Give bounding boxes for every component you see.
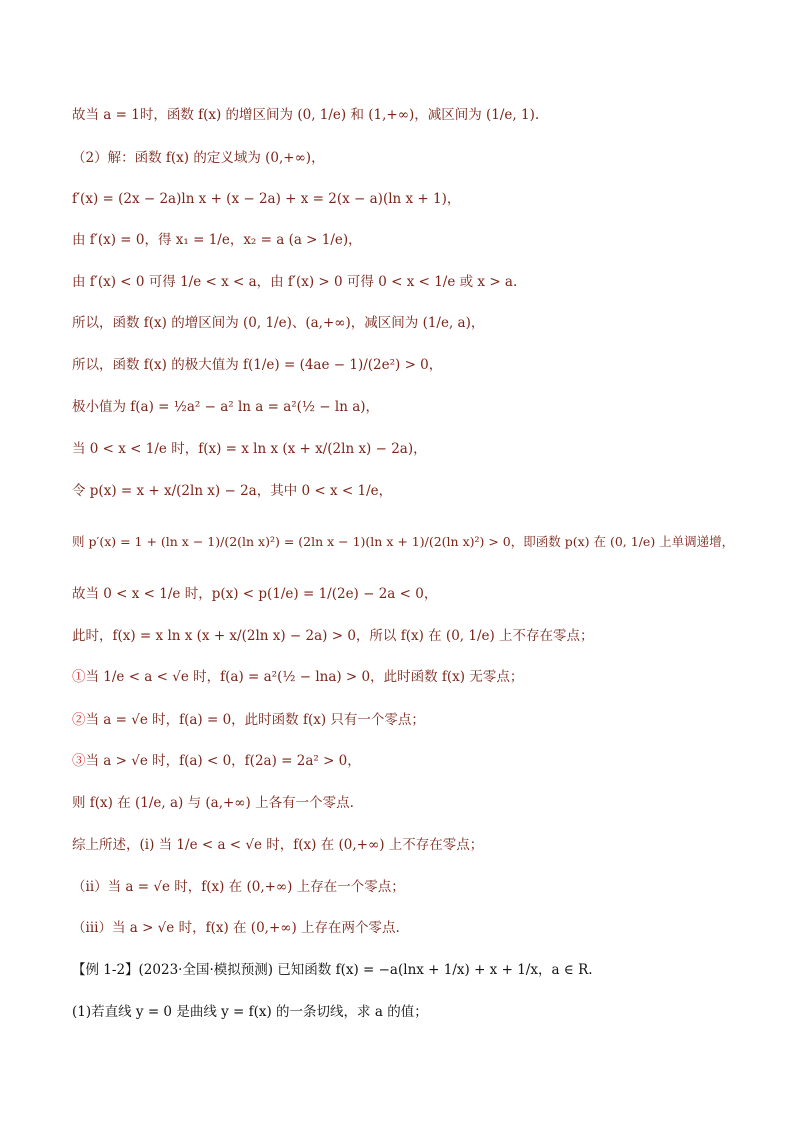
circled-number-one: ①: [72, 669, 86, 685]
solution-line: 则 p′(x) = 1 + (ln x − 1)/(2(ln x)²) = (2ln x − 1)(ln x + 1)/(2(ln x)²) > 0，即函数 p(x) 在 (0, 1/e) 上单调递增，: [72, 534, 735, 549]
solution-line: 则 f(x) 在 (1/e, a) 与 (a,+∞) 上各有一个零点.: [72, 795, 354, 811]
solution-line: 当 0 < x < 1/e 时，f(x) = x ln x (x + x/(2ln x) − 2a)，: [72, 441, 427, 457]
solution-line: 令 p(x) = x + x/(2ln x) − 2a，其中 0 < x < 1/e，: [72, 483, 393, 499]
circled-number-two: ②: [72, 712, 86, 728]
circled-number-three: ③: [72, 753, 86, 769]
solution-line: 所以，函数 f(x) 的极大值为 f(1/e) = (4ae − 1)/(2e²) > 0，: [72, 357, 443, 373]
case-text: 当 1/e < a < √e 时，f(a) = a²(½ − lna) > 0，此时函数 f(x) 无零点；: [85, 669, 524, 685]
example-heading: 【例 1-2】(2023·全国·模拟预测) 已知函数 f(x) = −a(lnx + 1/x) + x + 1/x，a ∈ R.: [72, 962, 593, 978]
case-line: [72, 752, 361, 770]
case-text: 当 a = √e 时，f(a) = 0，此时函数 f(x) 只有一个零点；: [85, 712, 425, 728]
summary-line: （ⅱ）当 a = √e 时，f(x) 在 (0,+∞) 上存在一个零点；: [72, 879, 405, 895]
summary-line: （ⅲ）当 a > √e 时，f(x) 在 (0,+∞) 上存在两个零点.: [72, 920, 400, 936]
solution-line: 故当 a = 1时，函数 f(x) 的增区间为 (0, 1/e) 和 (1,+∞)，减区间为 (1/e, 1).: [72, 107, 540, 123]
solution-line: 由 f′(x) = 0，得 x₁ = 1/e，x₂ = a (a > 1/e)，: [72, 232, 362, 248]
case-line: [72, 668, 523, 686]
example-question: (1)若直线 y = 0 是曲线 y = f(x) 的一条切线，求 a 的值；: [72, 1004, 428, 1020]
solution-line: 故当 0 < x < 1/e 时，p(x) < p(1/e) = 1/(2e) − 2a < 0，: [72, 586, 438, 602]
solution-line: 此时，f(x) = x ln x (x + x/(2ln x) − 2a) > 0，所以 f(x) 在 (0, 1/e) 上不存在零点；: [72, 628, 594, 644]
solution-line: 极小值为 f(a) = ½a² − a² ln a = a²(½ − ln a)，: [72, 399, 380, 415]
case-line: [72, 711, 425, 729]
case-text: 当 a > √e 时，f(a) < 0，f(2a) = 2a² > 0，: [85, 753, 361, 769]
solution-line: f′(x) = (2x − 2a)ln x + (x − 2a) + x = 2(x − a)(ln x + 1)，: [72, 191, 461, 207]
summary-line: 综上所述，(ⅰ) 当 1/e < a < √e 时，f(x) 在 (0,+∞) 上不存在零点；: [72, 837, 484, 853]
solution-line: 所以，函数 f(x) 的增区间为 (0, 1/e)、(a,+∞)，减区间为 (1/e, a)，: [72, 315, 485, 331]
solution-line: 由 f′(x) < 0 可得 1/e < x < a，由 f′(x) > 0 可得 0 < x < 1/e 或 x > a.: [72, 274, 518, 290]
solution-line: （2）解：函数 f(x) 的定义域为 (0,+∞)，: [72, 150, 325, 166]
